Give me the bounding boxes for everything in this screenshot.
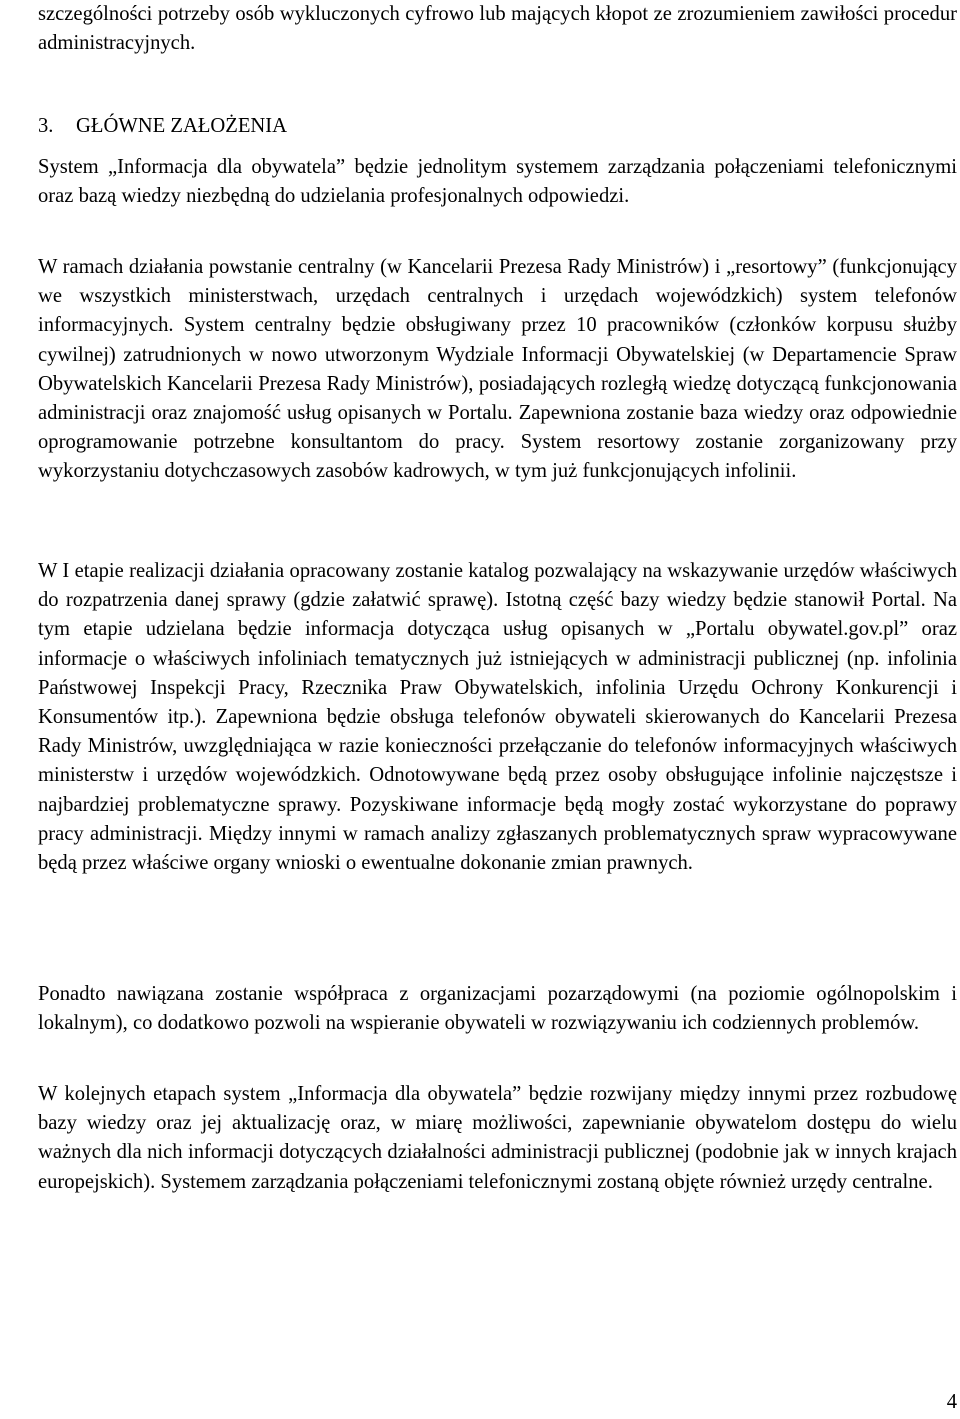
paragraph-central-system: W ramach działania powstanie centralny (w Kancelarii Prezesa Rady Ministrów) i „resortowy” (funkcjonujący we wszystkich ministerstwach, urzędach centralnych i urzędach wojewódzkich) system telefonów informacyjnych. System centralny będzie obsługiwany przez 10 pracowników (członków korpusu służby cywilnej) zatrudnionych w nowo utworzonym Wydziale Informacji Obywatelskiej (w Departamencie Spraw Obywatelskich Kancelarii Prezesa Rady Ministrów), posiadających rozległą wiedzę dotyczącą funkcjonowania administracji oraz znajomość usług opisanych w Portalu. Zapewniona zostanie baza wiedzy oraz odpowiednie oprogramowanie potrzebne konsultantom do pracy. System resortowy zostanie zorganizowany przy wykorzystaniu dotychczasowych zasobów kadrowych, w tym już funkcjonujących infolinii. bbox=[38, 256, 957, 483]
section-title: GŁÓWNE ZAŁOŻENIA bbox=[76, 115, 288, 137]
intro-continuation-paragraph: szczególności potrzeby osób wykluczonych cyfrowo lub mających kłopot ze zrozumieniem zawiłości procedur administracyjnych. bbox=[38, 3, 957, 55]
section-number: 3. bbox=[38, 115, 54, 137]
paragraph-system-description: System „Informacja dla obywatela” będzie jednolitym systemem zarządzania połączeniami telefonicznymi oraz bazą wiedzy niezbędną do udzielania profesjonalnych odpowiedzi. bbox=[38, 156, 957, 208]
paragraph-next-stages: W kolejnych etapach system „Informacja dla obywatela” będzie rozwijany między innymi przez rozbudowę bazy wiedzy oraz jej aktualizację oraz, w miarę możliwości, zapewnianie obywatelom dostępu do wielu ważnych dla nich informacji dotyczących działalności administracji publicznej (podobnie jak w innych krajach europejskich). Systemem zarządzania połączeniami telefonicznymi zostaną objęte również urzędy centralne. bbox=[38, 1083, 957, 1193]
paragraph-ngo-cooperation: Ponadto nawiązana zostanie współpraca z organizacjami pozarządowymi (na poziomie ogólnopolskim i lokalnym), co dodatkowo pozwoli na wspieranie obywateli w rozwiązywaniu ich codziennych problemów. bbox=[38, 983, 957, 1035]
paragraph-first-stage: W I etapie realizacji działania opracowany zostanie katalog pozwalający na wskazywanie urzędów właściwych do rozpatrzenia danej sprawy (gdzie załatwić sprawę). Istotną część bazy wiedzy będzie stanowił Portal. Na tym etapie udzielana będzie informacja dotycząca usług opisanych w „Portalu obywatel.gov.pl” oraz informacje o właściwych infoliniach tematycznych już istniejących w administracji publicznej (np. infolinia Państwowej Inspekcji Pracy, Rzecznika Praw Obywatelskich, infolinia Urzędu Ochrony Konkurencji i Konsumentów itp.). Zapewniona będzie obsługa telefonów obywateli skierowanych do Kancelarii Prezesa Rady Ministrów, uwzględniająca w razie konieczności przełączanie do telefonów informacyjnych właściwych ministerstw i urzędów wojewódzkich. Odnotowywane będą przez osoby obsługujące infolinie najczęstsze i najbardziej problematyczne sprawy. Pozyskiwane informacje będą mogły zostać wykorzystane do poprawy pracy administracji. Między innymi w ramach analizy zgłaszanych problematycznych spraw wypracowywane będą przez właściwe organy wnioski o ewentualne dokonanie zmian prawnych. bbox=[38, 560, 957, 875]
section-heading bbox=[38, 112, 957, 141]
page-number: 4 bbox=[946, 1391, 957, 1413]
